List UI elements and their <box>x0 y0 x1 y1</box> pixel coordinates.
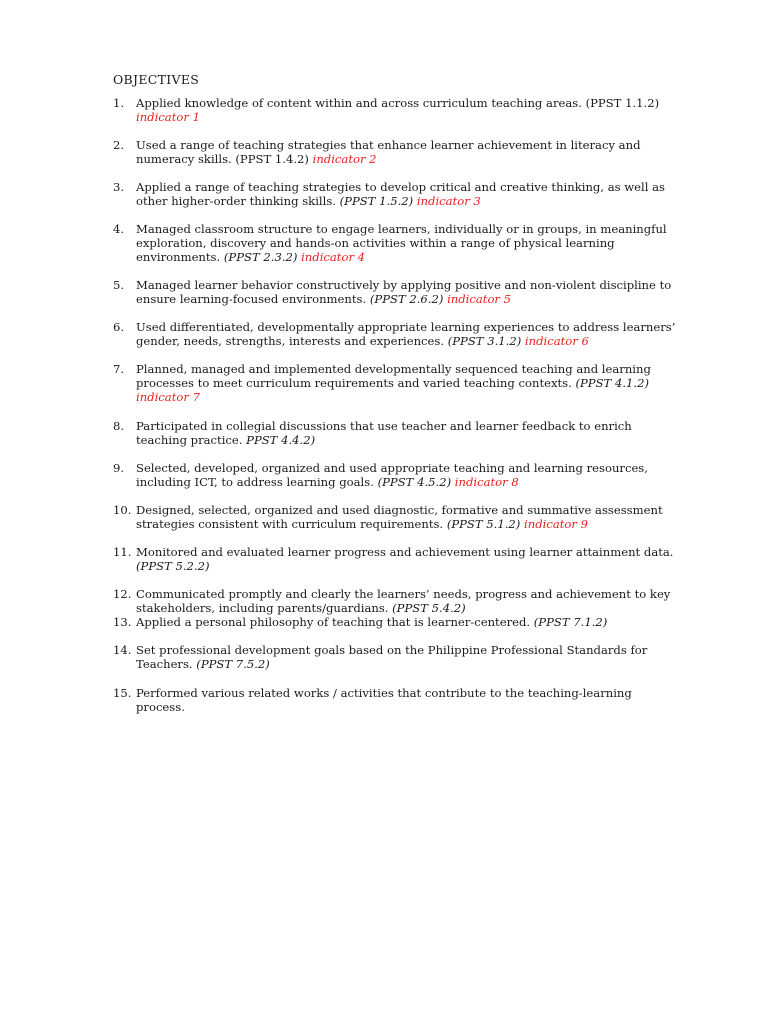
indicator-label: indicator 2 <box>312 152 377 166</box>
item-text: Managed classroom structure to engage learners, individually or in groups, in meaningful exploration, discovery and hands-on activities within a range of physical learning environments. <box>136 222 667 264</box>
item-number: 12. <box>113 587 132 601</box>
indicator-label: indicator 7 <box>136 390 200 404</box>
item-number: 5. <box>113 278 125 292</box>
item-text: Designed, selected, organized and used diagnostic, formative and summative assessment strategies consistent with curriculum requirements. <box>136 503 663 531</box>
indicator-label: indicator 9 <box>524 517 588 531</box>
item-text: Communicated promptly and clearly the learners’ needs, progress and achievement to key stakeholders, including parents/guardians. <box>136 587 671 615</box>
item-text-block <box>136 545 681 573</box>
item-number: 9. <box>113 461 125 475</box>
ppst-reference: (PPST 5.4.2) <box>392 601 466 615</box>
item-text: Planned, managed and implemented developmentally sequenced teaching and learning processes to meet curriculum requirements and varied teaching contexts. <box>136 362 651 390</box>
item-text: Applied a range of teaching strategies to develop critical and creative thinking, as well as other higher-order thinking skills. <box>136 180 665 208</box>
ppst-reference: (PPST 1.1.2) <box>585 96 660 110</box>
item-text-block <box>136 643 681 671</box>
item-number: 6. <box>113 320 125 334</box>
ppst-reference: (PPST 7.5.2) <box>196 657 270 671</box>
item-number: 8. <box>113 419 125 433</box>
item-number: 11. <box>113 545 132 559</box>
indicator-label: indicator 5 <box>447 292 512 306</box>
ppst-reference: (PPST 1.4.2) <box>235 152 309 166</box>
item-number: 3. <box>113 180 125 194</box>
item-text-block <box>136 461 681 489</box>
indicator-label: indicator 4 <box>301 250 366 264</box>
ppst-reference: (PPST 4.5.2) <box>377 475 452 489</box>
ppst-reference: (PPST 4.1.2) <box>575 376 649 390</box>
item-number: 4. <box>113 222 125 236</box>
item-text: Managed learner behavior constructively by applying positive and non-violent discipline to ensure learning-focused environments. <box>136 278 672 306</box>
item-text-block <box>136 222 681 264</box>
item-text-block <box>136 615 681 629</box>
item-number: 13. <box>113 615 132 629</box>
item-text: Performed various related works / activities that contribute to the teaching-learning process. <box>136 686 632 714</box>
indicator-label: indicator 1 <box>136 110 200 124</box>
ppst-reference: (PPST 7.1.2) <box>533 615 608 629</box>
ppst-reference: (PPST 2.6.2) <box>369 292 444 306</box>
item-text: Used differentiated, developmentally appropriate learning experiences to address learners’ gender, needs, strengths, interests and experiences. <box>136 320 676 348</box>
ppst-reference: (PPST 1.5.2) <box>339 194 414 208</box>
item-text: Selected, developed, organized and used appropriate teaching and learning resources, including ICT, to address learning goals. <box>136 461 648 489</box>
item-text-block <box>136 138 681 166</box>
item-text: Participated in collegial discussions that use teacher and learner feedback to enrich teaching practice. <box>136 419 632 447</box>
indicator-label: indicator 8 <box>454 475 519 489</box>
item-number: 7. <box>113 362 125 376</box>
item-text-block <box>136 419 681 447</box>
ppst-reference: (PPST 3.1.2) <box>447 334 522 348</box>
item-text-block <box>136 180 681 208</box>
item-text: Monitored and evaluated learner progress and achievement using learner attainment data. <box>136 545 674 559</box>
item-text: Used a range of teaching strategies that enhance learner achievement in literacy and numeracy skills. <box>136 138 641 166</box>
ppst-reference: PPST 4.4.2) <box>246 433 316 447</box>
item-text: Applied a personal philosophy of teaching that is learner-centered. <box>136 615 531 629</box>
item-text-block <box>136 278 681 306</box>
indicator-label: indicator 3 <box>416 194 481 208</box>
item-text-block <box>136 96 681 124</box>
item-number: 10. <box>113 503 132 517</box>
item-number: 15. <box>113 686 132 700</box>
ppst-reference: (PPST 2.3.2) <box>223 250 298 264</box>
item-text-block <box>136 362 681 404</box>
item-text-block <box>136 320 681 348</box>
indicator-label: indicator 6 <box>524 334 589 348</box>
item-text-block <box>136 503 681 531</box>
item-text-block <box>136 686 681 714</box>
item-text-block <box>136 587 681 615</box>
item-number: 1. <box>113 96 125 110</box>
item-number: 2. <box>113 138 125 152</box>
item-text: Applied knowledge of content within and across curriculum teaching areas. <box>136 96 582 110</box>
item-text: Set professional development goals based on the Philippine Professional Standards for Teachers. <box>136 643 648 671</box>
ppst-reference: (PPST 5.2.2) <box>136 559 210 573</box>
item-number: 14. <box>113 643 132 657</box>
objectives-heading: OBJECTIVES <box>113 72 200 87</box>
ppst-reference: (PPST 5.1.2) <box>446 517 521 531</box>
